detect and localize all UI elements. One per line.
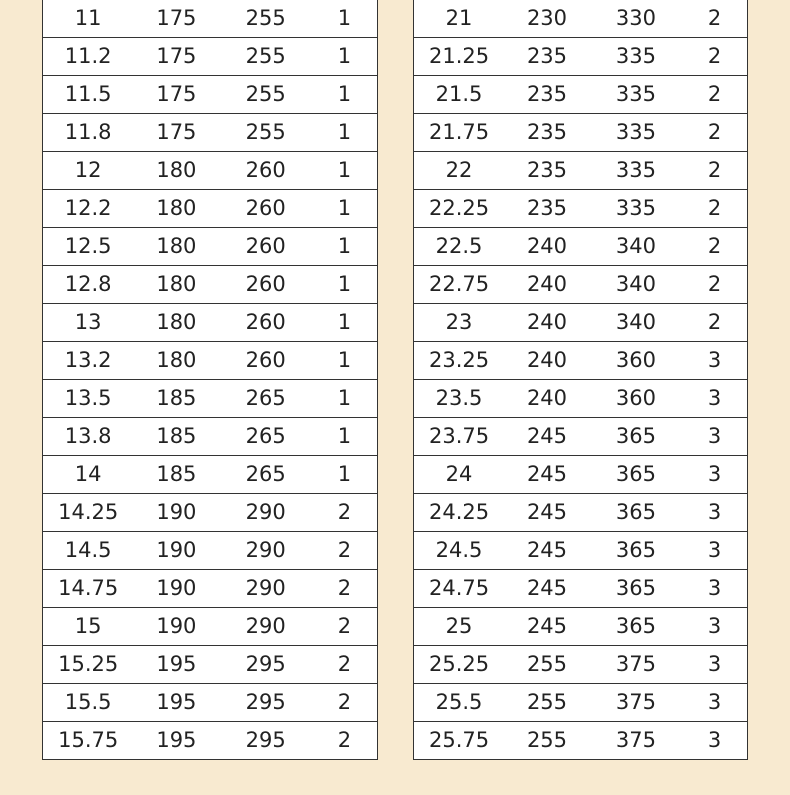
table-cell: 330 — [615, 6, 657, 30]
table-cell: 24.75 — [414, 570, 505, 608]
table-cell: 13.2 — [43, 342, 134, 380]
table-cell: 375 — [590, 684, 682, 722]
table-cell: 25 — [414, 608, 505, 646]
table-cell: 180 — [133, 228, 219, 266]
table-cell: 235 — [504, 152, 590, 190]
table-cell: 340 — [590, 266, 682, 304]
table-cell: 14.75 — [43, 570, 134, 608]
table-cell: 335 — [590, 76, 682, 114]
table-cell: 24 — [414, 456, 505, 494]
table-cell: 2 — [312, 608, 378, 646]
table-cell: 23 — [414, 304, 505, 342]
table-cell: 175 — [133, 38, 219, 76]
table-row — [414, 380, 748, 418]
table-cell: 255 — [219, 38, 311, 76]
table-cell: 12 — [43, 152, 134, 190]
table-row — [43, 190, 378, 228]
table-cell: 21.75 — [414, 114, 505, 152]
table-cell: 260 — [219, 228, 311, 266]
table-row — [414, 646, 748, 684]
table-row — [43, 380, 378, 418]
table-cell: 14.5 — [43, 532, 134, 570]
table-row — [43, 646, 378, 684]
table-row — [414, 532, 748, 570]
table-cell: 240 — [504, 342, 590, 380]
table-cell: 22.5 — [414, 228, 505, 266]
table-cell: 25.75 — [414, 722, 505, 760]
table-cell: 13.8 — [43, 418, 134, 456]
table-cell: 21.25 — [414, 38, 505, 76]
table-cell: 175 — [133, 114, 219, 152]
table-row — [43, 266, 378, 304]
table-cell: 2 — [707, 6, 722, 30]
table-cell: 3 — [682, 532, 747, 570]
table-cell: 245 — [504, 456, 590, 494]
table-cell: 290 — [219, 608, 311, 646]
table-cell: 255 — [504, 684, 590, 722]
table-row — [43, 532, 378, 570]
table-cell: 23.75 — [414, 418, 505, 456]
table-cell: 15.5 — [43, 684, 134, 722]
table-cell: 23.25 — [414, 342, 505, 380]
table-cell: 235 — [504, 190, 590, 228]
table-cell: 2 — [312, 494, 378, 532]
table-cell: 260 — [219, 304, 311, 342]
table-cell: 1 — [312, 114, 378, 152]
table-cell: 3 — [682, 418, 747, 456]
table-cell: 360 — [590, 342, 682, 380]
table-row — [43, 304, 378, 342]
table-row — [414, 418, 748, 456]
table-row — [43, 152, 378, 190]
table-cell: 21.5 — [414, 76, 505, 114]
table-cell: 340 — [590, 304, 682, 342]
table-cell: 255 — [219, 76, 311, 114]
table-cell: 190 — [133, 494, 219, 532]
table-cell: 245 — [504, 418, 590, 456]
table-row — [43, 342, 378, 380]
table-cell: 290 — [219, 532, 311, 570]
table-row — [43, 722, 378, 760]
table-row — [414, 494, 748, 532]
table-cell: 365 — [590, 570, 682, 608]
table-cell: 190 — [133, 570, 219, 608]
table-cell: 13.5 — [43, 380, 134, 418]
table-cell: 375 — [590, 722, 682, 760]
table-cell: 12.8 — [43, 266, 134, 304]
table-cell: 22.25 — [414, 190, 505, 228]
table-cell: 190 — [133, 608, 219, 646]
table-cell: 2 — [682, 114, 747, 152]
table-cell: 3 — [682, 380, 747, 418]
size-table-right — [413, 0, 748, 760]
table-cell: 295 — [219, 722, 311, 760]
table-cell: 175 — [133, 76, 219, 114]
table-row — [43, 228, 378, 266]
table-cell: 190 — [133, 532, 219, 570]
table-row — [43, 608, 378, 646]
table-row — [43, 494, 378, 532]
table-cell: 365 — [590, 494, 682, 532]
table-cell: 260 — [219, 266, 311, 304]
table-cell: 365 — [590, 532, 682, 570]
table-cell: 180 — [133, 266, 219, 304]
table-cell: 2 — [312, 684, 378, 722]
table-cell: 3 — [682, 684, 747, 722]
table-cell: 185 — [133, 418, 219, 456]
table-cell: 3 — [682, 456, 747, 494]
table-cell: 11 — [74, 6, 102, 30]
table-cell: 23.5 — [414, 380, 505, 418]
table-row — [43, 114, 378, 152]
table-cell: 185 — [133, 456, 219, 494]
table-cell: 1 — [312, 342, 378, 380]
table-cell: 2 — [312, 646, 378, 684]
table-cell: 335 — [590, 190, 682, 228]
table-cell: 12.2 — [43, 190, 134, 228]
table-cell: 255 — [219, 114, 311, 152]
table-cell: 2 — [682, 304, 747, 342]
table-cell: 235 — [504, 38, 590, 76]
table-row — [414, 38, 748, 76]
table-cell: 255 — [504, 722, 590, 760]
table-cell: 245 — [504, 532, 590, 570]
table-cell: 365 — [590, 456, 682, 494]
table-row — [414, 76, 748, 114]
table-cell: 3 — [682, 342, 747, 380]
table-cell: 245 — [504, 570, 590, 608]
table-cell: 265 — [219, 456, 311, 494]
table-cell: 15.75 — [43, 722, 134, 760]
table-cell: 195 — [133, 646, 219, 684]
table-cell: 2 — [682, 190, 747, 228]
table-row — [414, 152, 748, 190]
table-cell: 240 — [504, 228, 590, 266]
table-cell: 265 — [219, 418, 311, 456]
table-row — [43, 76, 378, 114]
table-cell: 1 — [312, 152, 378, 190]
table-cell: 185 — [133, 380, 219, 418]
table-cell: 235 — [504, 76, 590, 114]
table-row — [43, 456, 378, 494]
table-cell: 15.25 — [43, 646, 134, 684]
table-cell: 195 — [133, 684, 219, 722]
table-cell: 1 — [312, 456, 378, 494]
table-cell: 1 — [337, 6, 352, 30]
table-cell: 3 — [682, 722, 747, 760]
table-cell: 1 — [312, 266, 378, 304]
table-cell: 260 — [219, 152, 311, 190]
table-cell: 22 — [414, 152, 505, 190]
table-cell: 1 — [312, 304, 378, 342]
table-row — [414, 722, 748, 760]
table-cell: 180 — [133, 152, 219, 190]
table-cell: 2 — [682, 38, 747, 76]
table-cell: 240 — [504, 266, 590, 304]
table-cell: 1 — [312, 190, 378, 228]
table-row — [414, 456, 748, 494]
table-cell: 3 — [682, 494, 747, 532]
table-row — [43, 684, 378, 722]
table-cell: 230 — [526, 6, 568, 30]
table-cell: 240 — [504, 304, 590, 342]
table-cell: 260 — [219, 190, 311, 228]
table-cell: 335 — [590, 152, 682, 190]
table-cell: 2 — [682, 76, 747, 114]
table-cell: 240 — [504, 380, 590, 418]
table-cell: 22.75 — [414, 266, 505, 304]
table-cell: 2 — [312, 570, 378, 608]
table-cell: 255 — [504, 646, 590, 684]
table-cell: 12.5 — [43, 228, 134, 266]
table-cell: 2 — [312, 722, 378, 760]
table-cell: 360 — [590, 380, 682, 418]
table-cell: 11.8 — [43, 114, 134, 152]
table-cell: 2 — [682, 228, 747, 266]
table-row — [414, 608, 748, 646]
table-cell: 180 — [133, 190, 219, 228]
table-row — [414, 266, 748, 304]
table-cell: 1 — [312, 76, 378, 114]
table-cell: 175 — [156, 6, 197, 30]
table-cell: 335 — [590, 38, 682, 76]
table-cell: 24.5 — [414, 532, 505, 570]
table-cell: 25.5 — [414, 684, 505, 722]
table-cell: 290 — [219, 570, 311, 608]
table-cell: 13 — [43, 304, 134, 342]
table-row — [43, 0, 378, 38]
table-cell: 335 — [590, 114, 682, 152]
table-cell: 195 — [133, 722, 219, 760]
table-row — [414, 342, 748, 380]
table-row — [414, 570, 748, 608]
table-cell: 340 — [590, 228, 682, 266]
size-table-right-body — [414, 0, 748, 760]
table-cell: 24.25 — [414, 494, 505, 532]
table-cell: 1 — [312, 38, 378, 76]
table-cell: 1 — [312, 418, 378, 456]
table-cell: 25.25 — [414, 646, 505, 684]
table-cell: 14.25 — [43, 494, 134, 532]
table-row — [414, 684, 748, 722]
table-cell: 3 — [682, 646, 747, 684]
table-cell: 290 — [219, 494, 311, 532]
table-cell: 245 — [504, 494, 590, 532]
table-cell: 295 — [219, 684, 311, 722]
table-cell: 1 — [312, 380, 378, 418]
table-cell: 255 — [245, 6, 286, 30]
table-row — [414, 228, 748, 266]
size-table-left-body — [43, 0, 378, 760]
table-cell: 2 — [682, 152, 747, 190]
table-cell: 260 — [219, 342, 311, 380]
table-cell: 2 — [682, 266, 747, 304]
table-cell: 3 — [682, 608, 747, 646]
table-cell: 1 — [312, 228, 378, 266]
table-cell: 2 — [312, 532, 378, 570]
table-cell: 180 — [133, 304, 219, 342]
table-row — [414, 190, 748, 228]
table-cell: 375 — [590, 646, 682, 684]
table-cell: 21 — [445, 6, 473, 30]
table-cell: 265 — [219, 380, 311, 418]
table-row — [414, 0, 748, 38]
table-cell: 14 — [43, 456, 134, 494]
table-cell: 15 — [43, 608, 134, 646]
table-cell: 245 — [504, 608, 590, 646]
table-row — [43, 418, 378, 456]
table-row — [414, 114, 748, 152]
table-cell: 11.2 — [43, 38, 134, 76]
size-table-left — [42, 0, 378, 760]
table-cell: 3 — [682, 570, 747, 608]
table-cell: 365 — [590, 418, 682, 456]
table-row — [414, 304, 748, 342]
table-cell: 235 — [504, 114, 590, 152]
table-cell: 11.5 — [43, 76, 134, 114]
table-cell: 365 — [590, 608, 682, 646]
table-row — [43, 38, 378, 76]
table-cell: 295 — [219, 646, 311, 684]
table-cell: 180 — [133, 342, 219, 380]
table-row — [43, 570, 378, 608]
